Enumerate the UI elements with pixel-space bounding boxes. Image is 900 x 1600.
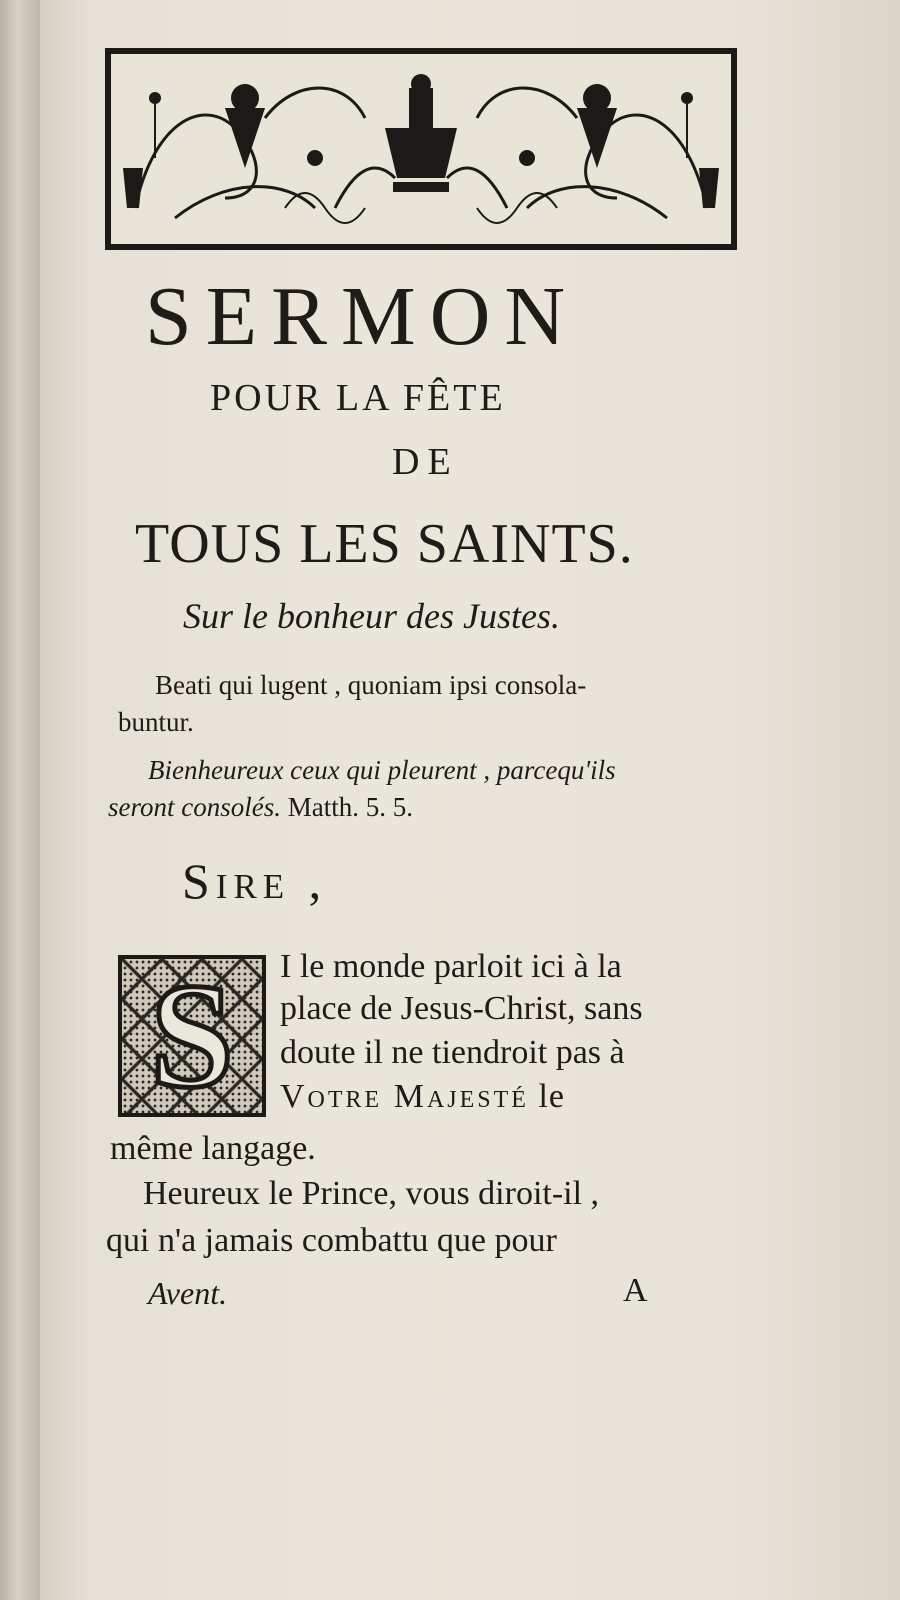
epigraph-latin-line-2: buntur. bbox=[118, 707, 194, 737]
scripture-reference: Matth. 5. 5. bbox=[280, 792, 413, 822]
body-line-1: I le monde parloit ici à la bbox=[280, 948, 622, 985]
epigraph-french-line-1: Bienheureux ceux qui pleurent , parcequ'ils bbox=[148, 755, 616, 785]
epigraph-french-line-2 bbox=[108, 792, 413, 823]
book-page bbox=[40, 0, 900, 1600]
epigraph-french-italic: seront consolés. bbox=[108, 792, 281, 822]
body-line-4 bbox=[280, 1078, 565, 1116]
body-line-4-rest: le bbox=[528, 1078, 565, 1115]
decorated-initial bbox=[118, 955, 266, 1117]
title-line-de: DE bbox=[392, 441, 459, 483]
ornamental-headpiece bbox=[105, 48, 737, 250]
epigraph-latin-line-1: Beati qui lugent , quoniam ipsi consola- bbox=[155, 670, 587, 700]
body-line-6: Heureux le Prince, vous diroit-il , bbox=[143, 1175, 600, 1212]
catchword-avent: Avent. bbox=[148, 1275, 228, 1311]
floral-ornament-icon bbox=[115, 58, 727, 240]
title-line-tous-les-saints: TOUS LES SAINTS. bbox=[135, 513, 634, 575]
book-binding bbox=[0, 0, 40, 1600]
body-line-2: place de Jesus-Christ, sans bbox=[280, 990, 643, 1027]
dropcap-letter: S bbox=[150, 953, 234, 1119]
body-line-3: doute il ne tiendroit pas à bbox=[280, 1034, 625, 1071]
sermon-subtitle: Sur le bonheur des Justes. bbox=[183, 596, 560, 636]
body-line-7: qui n'a jamais combattu que pour bbox=[106, 1222, 557, 1259]
title-line-pour-la-fete: POUR LA FÊTE bbox=[210, 377, 506, 419]
signature-mark: A bbox=[623, 1272, 648, 1309]
salutation: Sire , bbox=[182, 853, 328, 909]
body-line-5: même langage. bbox=[110, 1130, 316, 1167]
sermon-title: SERMON bbox=[145, 270, 580, 363]
votre-majeste: Votre Majesté bbox=[280, 1078, 529, 1115]
